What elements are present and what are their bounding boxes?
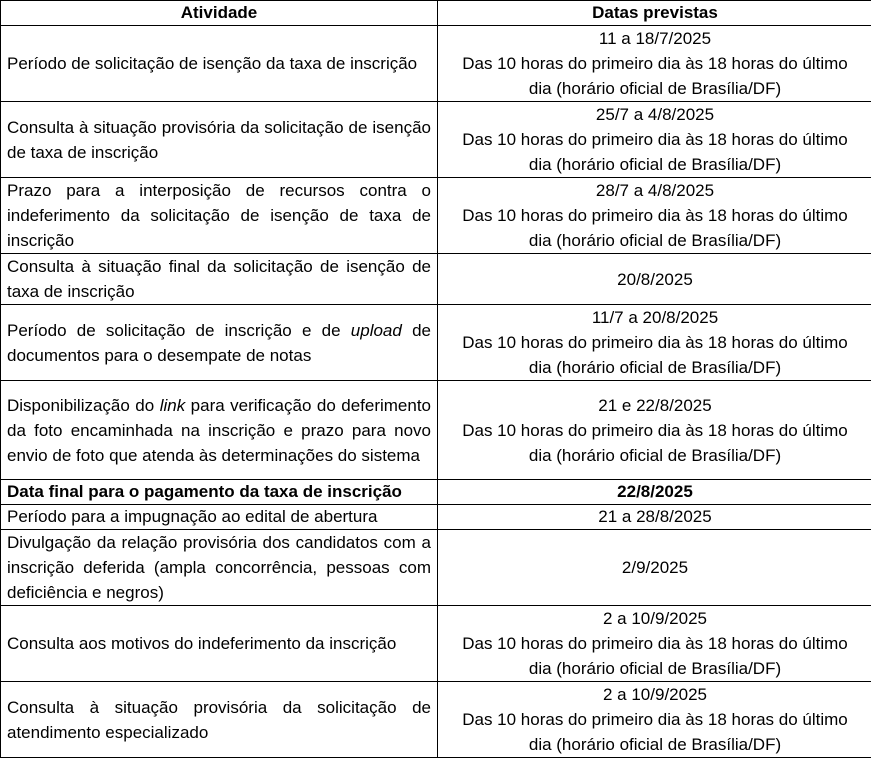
table-row — [1, 26, 871, 102]
date-range: 28/7 a 4/8/2025 — [444, 178, 866, 203]
table-row — [1, 381, 871, 480]
table-row — [1, 178, 871, 254]
activity-cell: Consulta à situação final da solicitação de isenção de taxa de inscrição — [1, 254, 438, 305]
dates-cell — [438, 381, 871, 480]
date-range: 2 a 10/9/2025 — [444, 682, 866, 707]
activity-cell: Divulgação da relação provisória dos candidatos com a inscrição deferida (ampla concorrência, pessoas com deficiência e negros) — [1, 530, 438, 606]
activity-cell: Período para a impugnação ao edital de abertura — [1, 505, 438, 530]
dates-cell — [438, 102, 871, 178]
dates-cell — [438, 505, 871, 530]
table-header-row — [1, 1, 871, 26]
table-row — [1, 530, 871, 606]
time-note: Das 10 horas do primeiro dia às 18 horas do último — [444, 51, 866, 76]
activity-cell: Prazo para a interposição de recursos contra o indeferimento da solicitação de isenção de taxa de inscrição — [1, 178, 438, 254]
activity-cell: Consulta aos motivos do indeferimento da inscrição — [1, 606, 438, 682]
activity-emphasis: link — [160, 396, 186, 415]
dates-cell — [438, 480, 871, 505]
activity-emphasis: upload — [351, 321, 402, 340]
date-range: 21 a 28/8/2025 — [444, 505, 866, 529]
time-note: Das 10 horas do primeiro dia às 18 horas do último — [444, 330, 866, 355]
date-range: 2 a 10/9/2025 — [444, 606, 866, 631]
time-note-cont: dia (horário oficial de Brasília/DF) — [444, 656, 866, 681]
dates-cell — [438, 26, 871, 102]
time-note: Das 10 horas do primeiro dia às 18 horas do último — [444, 203, 866, 228]
dates-cell — [438, 254, 871, 305]
table-row — [1, 254, 871, 305]
activity-cell — [1, 381, 438, 480]
table-row — [1, 606, 871, 682]
date-range: 25/7 a 4/8/2025 — [444, 102, 866, 127]
activity-text: Disponibilização do — [7, 396, 160, 415]
table-row-highlight — [1, 480, 871, 505]
time-note-cont: dia (horário oficial de Brasília/DF) — [444, 355, 866, 380]
activity-text: de documentos para o desempate de notas — [7, 321, 431, 365]
date-single: 22/8/2025 — [444, 480, 866, 504]
time-note: Das 10 horas do primeiro dia às 18 horas do último — [444, 631, 866, 656]
table-row — [1, 682, 871, 758]
time-note-cont: dia (horário oficial de Brasília/DF) — [444, 152, 866, 177]
table-row — [1, 505, 871, 530]
date-range: 11/7 a 20/8/2025 — [444, 305, 866, 330]
time-note-cont: dia (horário oficial de Brasília/DF) — [444, 443, 866, 468]
time-note-cont: dia (horário oficial de Brasília/DF) — [444, 76, 866, 101]
column-header-activity: Atividade — [1, 1, 438, 26]
dates-cell — [438, 530, 871, 606]
date-range: 21 e 22/8/2025 — [444, 393, 866, 418]
activity-cell: Consulta à situação provisória da solicitação de isenção de taxa de inscrição — [1, 102, 438, 178]
time-note: Das 10 horas do primeiro dia às 18 horas do último — [444, 127, 866, 152]
activity-cell — [1, 305, 438, 381]
dates-cell — [438, 178, 871, 254]
dates-cell — [438, 682, 871, 758]
activity-text: Período de solicitação de inscrição e de — [7, 321, 351, 340]
table-row — [1, 102, 871, 178]
dates-cell — [438, 305, 871, 381]
date-single: 2/9/2025 — [444, 555, 866, 580]
date-single: 20/8/2025 — [444, 267, 866, 292]
table-row — [1, 305, 871, 381]
dates-cell — [438, 606, 871, 682]
column-header-dates: Datas previstas — [438, 1, 871, 26]
activity-cell: Data final para o pagamento da taxa de inscrição — [1, 480, 438, 505]
activity-text: para verificação do deferimento da foto encaminhada na inscrição e prazo para novo envio de foto que atenda às determinações do sistema — [7, 396, 431, 465]
time-note-cont: dia (horário oficial de Brasília/DF) — [444, 228, 866, 253]
activity-cell: Consulta à situação provisória da solicitação de atendimento especializado — [1, 682, 438, 758]
date-range: 11 a 18/7/2025 — [444, 26, 866, 51]
activity-cell: Período de solicitação de isenção da taxa de inscrição — [1, 26, 438, 102]
time-note-cont: dia (horário oficial de Brasília/DF) — [444, 732, 866, 757]
time-note: Das 10 horas do primeiro dia às 18 horas do último — [444, 707, 866, 732]
time-note: Das 10 horas do primeiro dia às 18 horas do último — [444, 418, 866, 443]
